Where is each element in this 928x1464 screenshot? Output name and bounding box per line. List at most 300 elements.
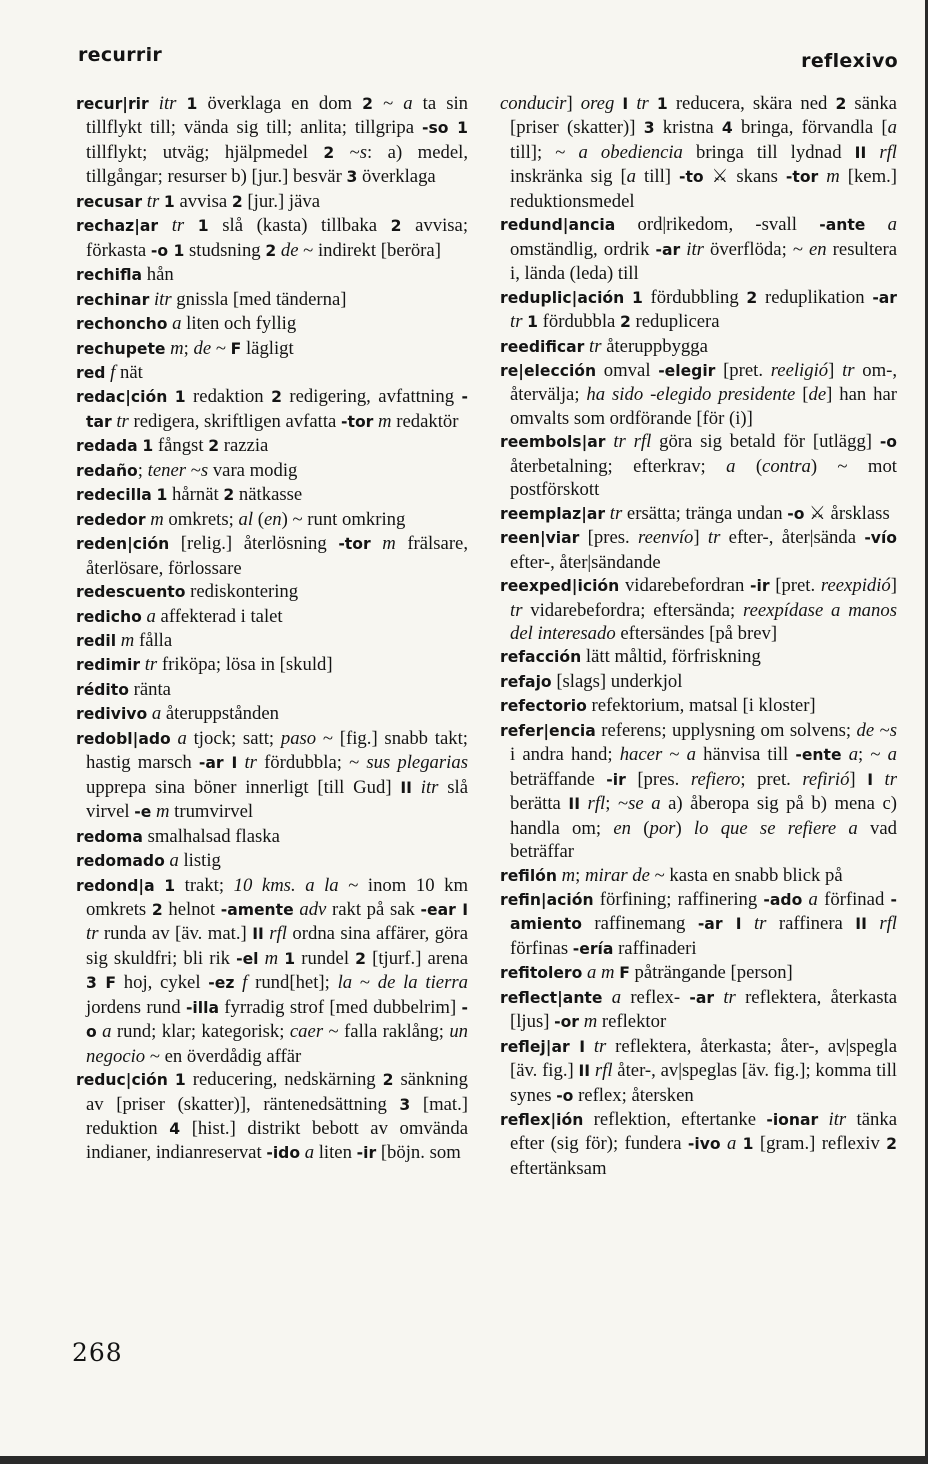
definition-text: ordna sina affärer, göra sig skuldfri; bli rik (86, 923, 469, 969)
grammar-marker: -tor (785, 168, 819, 187)
definition-text: förfinas (510, 937, 573, 959)
definition-text: åter-, av|speglas [äv. fig.]; komma till synes (510, 1060, 898, 1106)
definition-text: ~ inom 10 km omkrets (86, 874, 469, 920)
italic-label: refirió (802, 768, 850, 790)
dictionary-entry (76, 312, 468, 336)
definition-text: rund[het]; (247, 972, 338, 994)
dictionary-entry (76, 288, 468, 312)
italic-label: a (172, 313, 182, 335)
grammar-marker: 2 (223, 486, 235, 505)
headword: rechifla (76, 266, 143, 285)
definition-text: tänka efter (sig för); fundera (510, 1109, 898, 1155)
definition-text: fördubbling (642, 286, 747, 308)
headword: re|elección (500, 361, 597, 380)
definition-text: raffinera (766, 913, 856, 935)
headword: redoma (76, 827, 143, 846)
definition-text: bringa till lydnad (682, 141, 855, 163)
headword: refer|encia (500, 721, 596, 740)
grammar-marker: II (400, 778, 412, 797)
definition-text: slå virvel (86, 776, 469, 823)
definition-text (867, 913, 879, 934)
italic-label: tr (884, 768, 897, 790)
italic-label: a (403, 93, 413, 114)
definition-text: ~ (186, 459, 201, 481)
italic-label: itr (158, 93, 177, 114)
definition-text: ~ (334, 141, 360, 163)
headword: redond|a (76, 876, 155, 895)
headword: rechupete (76, 339, 166, 358)
definition-text: ; pret. (740, 768, 803, 790)
dictionary-entry (76, 1068, 468, 1166)
definition-text: kristna (654, 117, 722, 139)
headword: redecilla (76, 486, 152, 505)
grammar-marker: II (568, 795, 580, 814)
definition-text: till] (636, 166, 679, 188)
italic-label: a (848, 744, 859, 766)
definition-text: ( (253, 508, 264, 530)
italic-label: la (337, 972, 353, 994)
headword: recur|rir (76, 95, 149, 113)
definition-text: fördubbla (538, 311, 620, 333)
italic-label: en (263, 508, 282, 530)
definition-text: reducering, nedskärning (185, 1069, 383, 1091)
grammar-marker: 1 (156, 486, 168, 505)
definition-text: [ (795, 384, 809, 406)
grammar-marker: -ear I (420, 900, 468, 919)
definition-text: förfining; raffinering (593, 888, 764, 910)
definition-text: överklaga en dom (197, 93, 363, 114)
grammar-marker: -illa (185, 998, 219, 1017)
dictionary-entry (500, 1035, 897, 1108)
italic-label: tr (723, 986, 736, 1008)
italic-label: m (264, 947, 279, 969)
definition-text: hänvisa till (696, 744, 796, 766)
definition-text: ~ (352, 972, 378, 994)
italic-label: de (808, 384, 827, 406)
definition-text: [pret. (715, 359, 771, 381)
italic-label: f (242, 972, 248, 994)
italic-label: al (238, 508, 254, 530)
grammar-marker: -o (879, 433, 898, 452)
definition-text (168, 1069, 175, 1090)
definition-text: rund; klar; kategorisk; (111, 1021, 290, 1043)
italic-label: a (626, 166, 637, 188)
headword: reflex|ión (500, 1111, 584, 1130)
definition-text: ( (631, 817, 650, 839)
grammar-marker: 2 (323, 143, 335, 162)
definition-text: sänka [priser (skatter)] (510, 93, 897, 139)
italic-label: m (826, 166, 840, 188)
grammar-marker: -ar (872, 288, 897, 307)
grammar-marker: -ionar (766, 1111, 819, 1130)
scan-edge-bottom (0, 1456, 928, 1464)
definition-text: ord|rikedom, -svall (615, 214, 820, 236)
definition-text (649, 93, 657, 114)
italic-label: a (887, 744, 897, 766)
grammar-marker: -ar (689, 988, 715, 1007)
definition-text: ta sin tillflykt till; vända sig till; anlita; tillgripa (86, 93, 469, 139)
italic-label: tr (609, 502, 623, 524)
definition-text: avvisa (174, 190, 232, 212)
definition-text: ] (693, 527, 708, 549)
grammar-marker: -amente (220, 900, 294, 919)
headword: reflej|ar I (500, 1037, 586, 1056)
grammar-marker: 2 (835, 95, 847, 113)
definition-text: [böjn. som (376, 1142, 461, 1164)
grammar-marker: F (230, 339, 242, 358)
dictionary-entry (76, 605, 468, 629)
dictionary-entry (76, 653, 468, 677)
italic-label: m (170, 337, 184, 359)
definition-text: ] (566, 93, 581, 114)
definition-text: ~ kasta en snabb blick på (649, 864, 843, 886)
dictionary-entry (76, 459, 468, 483)
definition-text: vad beträffar (510, 817, 897, 863)
definition-text: vidarebefordran (619, 575, 750, 597)
definition-text: reduplikation (757, 286, 873, 308)
definition-text: vidarebefordra; eftersända; (522, 599, 743, 621)
italic-label: sus plegarias (366, 752, 468, 774)
italic-label: s (889, 719, 897, 741)
definition-text: ) ~ runt omkring (281, 508, 406, 530)
grammar-marker: 1 (197, 217, 209, 236)
grammar-marker: -el (236, 949, 259, 968)
definition-text: ~ (662, 744, 687, 766)
italic-label: un negocio (86, 1021, 468, 1067)
dictionary-entry (500, 986, 897, 1035)
grammar-marker: 1 (656, 95, 668, 113)
headword: redimir (76, 656, 141, 675)
italic-label: mirar de (585, 864, 650, 886)
grammar-marker: -o (556, 1086, 574, 1105)
grammar-marker: 2 (151, 900, 163, 919)
italic-label: a (887, 214, 898, 236)
definition-text: vara modig (208, 459, 298, 481)
definition-text (234, 972, 242, 993)
headword: rédito (76, 680, 129, 699)
headword: recusar (76, 192, 143, 211)
grammar-marker: -o (787, 504, 805, 523)
italic-label: f (110, 361, 116, 383)
definition-text: friköpa; lösa in [skuld] (157, 654, 333, 676)
definition-text: bringa, förvandla [ (732, 117, 888, 139)
page-number: 268 (72, 1338, 123, 1367)
grammar-marker: 1 (164, 876, 176, 895)
dictionary-entry (76, 361, 468, 385)
italic-label: lo que se refiere a (693, 817, 858, 839)
definition-text: studsning (184, 239, 266, 261)
grammar-marker: II (578, 1062, 591, 1081)
definition-text: raffinemang (581, 913, 698, 935)
grammar-marker: II (855, 915, 867, 934)
dictionary-entry (76, 214, 468, 263)
definition-text: reflektera, återkasta [ljus] (510, 986, 897, 1033)
grammar-marker: 3 (399, 1095, 411, 1114)
definition-text: reduplicera (630, 311, 720, 333)
definition-text: a) åberopa sig på b) mena c) handla om; (510, 793, 898, 839)
dictionary-entry (500, 694, 897, 718)
grammar-marker: 2 (208, 437, 220, 456)
headword: refin|ación (500, 890, 594, 909)
definition-text (149, 93, 159, 114)
grammar-marker: -amiento (510, 890, 897, 934)
italic-label: itr (686, 238, 704, 260)
grammar-marker: 3 F (86, 974, 117, 993)
grammar-marker: 3 (643, 119, 655, 138)
italic-label: a (146, 605, 156, 627)
headword: reemplaz|ar (500, 504, 606, 523)
definition-text: nätkasse (234, 484, 303, 506)
headword: refitolero (500, 964, 583, 983)
italic-label: rfl (587, 793, 606, 815)
definition-text: omständlig, ordrik (510, 238, 656, 260)
headword: redescuento (76, 583, 186, 602)
italic-label: tr (593, 1035, 607, 1057)
definition-text: ( (735, 455, 763, 477)
definition-text: listig (178, 850, 221, 872)
grammar-marker: 1 (142, 437, 154, 456)
headword: refilón (500, 866, 557, 885)
definition-text: eftersändes [på brev] (615, 622, 778, 644)
definition-text: upprepa sina böner innerligt [till Gud] (86, 776, 401, 798)
dictionary-entry (500, 719, 897, 864)
right-column (500, 92, 897, 1180)
definition-text: göra sig betald för [utlägg] (651, 431, 880, 453)
definition-text: [pret. (769, 575, 821, 597)
dictionary-entry (76, 92, 468, 190)
definition-text: ; (575, 864, 586, 886)
italic-label: tr (707, 527, 721, 549)
grammar-marker: 2 (382, 1071, 394, 1090)
definition-text: sänkning av [priser (skatter)], räntenedsättning (86, 1069, 468, 1115)
dictionary-entry (76, 678, 468, 702)
italic-label: tr (753, 913, 767, 935)
dictionary-entry (76, 629, 468, 653)
italic-label: a m (587, 962, 615, 984)
grammar-marker: 1 (527, 313, 538, 332)
italic-label: reexpidió (820, 575, 891, 597)
dictionary-entry (76, 727, 468, 825)
italic-label: rfl (879, 141, 898, 163)
dictionary-entry (500, 213, 897, 285)
definition-text: razzia (219, 435, 269, 457)
italic-label: a (177, 727, 187, 749)
grammar-marker: 2 (231, 192, 243, 211)
definition-text: ~ (874, 719, 890, 741)
dictionary-entry (76, 849, 468, 873)
definition-text: [pres. (579, 527, 639, 549)
dictionary-entry (500, 864, 897, 888)
definition-text: ] (849, 768, 868, 790)
definition-text: runda av [äv. mat.] (98, 923, 253, 945)
italic-label: itr (420, 776, 439, 798)
grammar-marker: -ivo (687, 1135, 721, 1154)
headword: redil (76, 631, 117, 650)
definition-text: ; (183, 337, 194, 359)
definition-text (714, 987, 723, 1008)
definition-text (865, 214, 887, 235)
grammar-marker: 1 (631, 288, 643, 307)
definition-text: fångst (153, 435, 209, 457)
italic-label: a (169, 850, 179, 872)
italic-label: reenvío (638, 527, 694, 549)
definition-text: [mat.] reduktion (86, 1093, 468, 1140)
definition-text: inskränka sig [ (510, 166, 627, 188)
definition-text: reflektion, eftertanke (583, 1109, 767, 1131)
italic-label: m (378, 410, 392, 432)
definition-text: till]; ~ (510, 141, 579, 163)
definition-text: ränta (128, 678, 171, 700)
grammar-marker: -o 1 (150, 241, 185, 260)
grammar-marker: -ez (208, 974, 235, 993)
grammar-marker: 3 (346, 168, 358, 187)
italic-label: itr (828, 1109, 847, 1131)
grammar-marker: 2 (265, 241, 277, 260)
italic-label: paso (280, 727, 317, 749)
definition-text: gnissla [med tänderna] (171, 288, 347, 310)
definition-text (624, 287, 632, 308)
italic-label: a (304, 1142, 315, 1164)
running-head-left: recurrir (78, 44, 163, 66)
definition-text: hoj, cykel (116, 972, 209, 994)
definition-text: trakt; (175, 874, 234, 896)
dictionary-entry (76, 337, 468, 361)
definition-text: rakt på sak (326, 898, 421, 920)
grammar-marker: -ir (606, 770, 626, 789)
definition-text: återuppstånden (161, 703, 279, 725)
definition-text: [hist.] distrikt bebott av omvända indianer, indianreservat (86, 1118, 469, 1164)
definition-text: berätta (510, 793, 569, 815)
definition-text: : a) medel, tillgångar; resurser b) [jur.] besvär (86, 141, 468, 188)
italic-label: tr (589, 335, 602, 357)
definition-text: liten och fyllig (181, 313, 297, 335)
dictionary-entry (76, 434, 468, 458)
definition-text: reducera, skära ned (667, 93, 836, 114)
italic-label: por (649, 817, 676, 839)
dictionary-entry (76, 702, 468, 726)
italic-label: tr (86, 923, 99, 945)
definition-text: [gram.] reflexiv (753, 1133, 887, 1155)
headword: redomado (76, 852, 165, 871)
definition-text (412, 777, 421, 798)
grammar-marker: 1 (163, 192, 175, 211)
definition-text: reflex; återsken (573, 1084, 694, 1106)
italic-label: a (726, 1133, 737, 1155)
definition-text: refektorium, matsal [i kloster] (586, 695, 816, 717)
italic-label: m (561, 864, 576, 886)
italic-label: m (382, 533, 396, 555)
grammar-marker: -ante (819, 216, 866, 235)
italic-label: a obediencia (578, 141, 683, 163)
italic-label: reeligió (770, 359, 829, 381)
italic-label: de la tierra (377, 972, 468, 994)
definition-text: hårnät (167, 484, 224, 506)
dictionary-entry (76, 508, 468, 532)
definition-text: beträffande (510, 768, 607, 790)
definition-text: ] (828, 359, 843, 381)
grammar-marker: I (867, 770, 873, 789)
italic-label: a (726, 455, 736, 477)
definition-text: hån (142, 264, 174, 286)
definition-text: [tjurf.] arena (366, 947, 468, 969)
definition-text: lätt måltid, förfriskning (581, 646, 761, 668)
italic-label: a (686, 744, 697, 766)
italic-label: tr (171, 215, 185, 237)
definition-text: [jur.] jäva (242, 190, 321, 212)
headword: red (76, 363, 106, 382)
definition-text: affekterad i talet (155, 605, 283, 627)
headword: reexped|ición (500, 577, 620, 596)
headword: redada (76, 437, 138, 456)
grammar-marker: 1 (284, 949, 296, 968)
definition-text: resultera i, lända (leda) till (510, 238, 898, 285)
grammar-marker: II (854, 143, 867, 162)
definition-text: efter-, åter|sända (720, 527, 865, 549)
grammar-marker: -tor (341, 412, 374, 431)
definition-text: [relig.] återlösning (169, 533, 339, 555)
grammar-marker: II (252, 925, 264, 944)
italic-label: tr (146, 190, 160, 212)
definition-text: omval (596, 359, 659, 381)
definition-text (866, 142, 879, 163)
italic-label: de (856, 719, 875, 741)
dictionary-entry (76, 532, 468, 580)
dictionary-entry (500, 888, 897, 961)
italic-label: tr (510, 599, 523, 621)
dictionary-entry (500, 286, 897, 335)
definition-text: tillflykt; utväg; hjälpmedel (86, 141, 324, 163)
dictionary-entry (500, 1108, 897, 1180)
definition-text: redigera, skriftligen avfatta (128, 410, 342, 432)
definition-text (167, 386, 174, 407)
definition-text: överklaga (357, 166, 436, 188)
grammar-marker: I (622, 95, 629, 113)
italic-label: tr (842, 359, 855, 381)
italic-label: m (156, 801, 170, 823)
grammar-marker: 1 (174, 388, 186, 407)
grammar-marker: 1 (742, 1135, 754, 1154)
grammar-marker: -ar I (198, 754, 238, 773)
dictionary-entry (76, 263, 468, 287)
headword: reduplic|ación (500, 288, 625, 307)
definition-text (371, 533, 383, 554)
headword: redobl|ado (76, 729, 171, 748)
definition-text: om-, återvälja; (510, 359, 897, 406)
definition-text: helnot (162, 898, 221, 920)
headword: reembols|ar (500, 433, 606, 452)
grammar-marker: 2 (390, 217, 402, 236)
definition-text (585, 1036, 594, 1057)
italic-label: rfl (269, 923, 287, 945)
definition-text (158, 215, 172, 236)
headword: reduc|ción (76, 1071, 168, 1090)
definition-text: återbetalning; efterkrav; (510, 455, 727, 477)
italic-label: a (808, 888, 818, 910)
definition-text: ~ (211, 337, 231, 359)
definition-text: reflektera, återkasta; åter-, av|spegla [äv. fig.] (510, 1035, 898, 1082)
dictionary-entry (500, 961, 897, 985)
definition-text (818, 1109, 828, 1130)
grammar-marker: -tar (86, 388, 468, 431)
dictionary-entry (500, 670, 897, 694)
italic-label: 10 kms. a la (233, 874, 339, 896)
italic-label: en (613, 817, 632, 839)
definition-text: reflex- (621, 986, 690, 1008)
definition-text: ⚔ skans (703, 166, 786, 188)
definition-text: ersätta; tränga undan (622, 502, 788, 524)
dictionary-entry (76, 874, 468, 1069)
definition-text: fyrradig strof [med dubbelrim] (218, 996, 462, 1018)
